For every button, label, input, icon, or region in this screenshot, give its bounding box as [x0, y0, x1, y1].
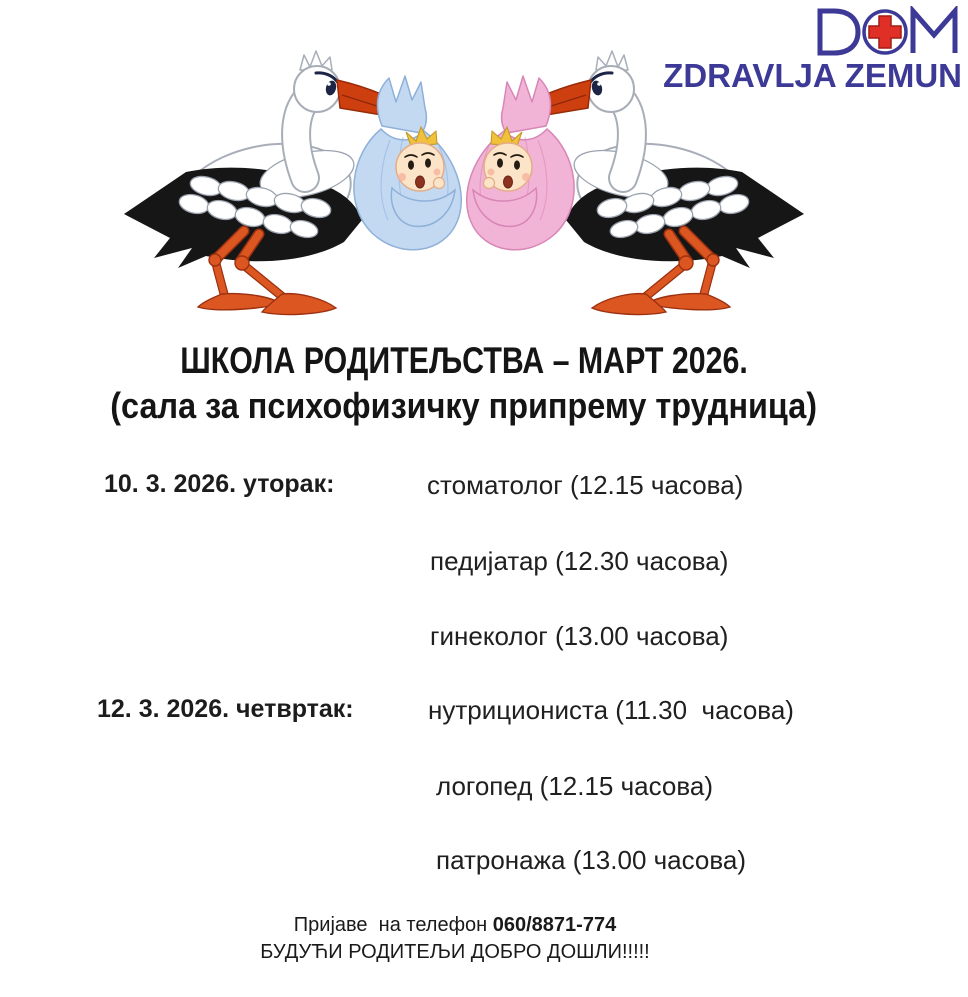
schedule-service: стоматолог (12.15 часова) — [427, 470, 744, 500]
schedule-row — [0, 621, 968, 655]
page-title: ШКОЛА РОДИТЕЉСТВА – МАРТ 2026. — [180, 340, 748, 381]
logo-wordmark: ZDRAVLJA ZEMUN — [663, 57, 962, 94]
schedule-row — [0, 470, 968, 504]
schedule-service: логопед (12.15 часова) — [436, 771, 713, 801]
schedule-service: гинеколог (13.00 часова) — [430, 621, 729, 651]
welcome-line: БУДУЋИ РОДИТЕЉИ ДОБРО ДОШЛИ!!!!! — [260, 941, 650, 963]
schedule-row — [0, 771, 968, 805]
page-subtitle: (сала за психофизичку припрему трудница) — [110, 385, 818, 426]
signup-line — [0, 912, 910, 939]
footer — [0, 912, 910, 966]
schedule-service: педијатар (12.30 часова) — [430, 546, 729, 576]
schedule-row — [0, 546, 968, 580]
schedule-date: 12. 3. 2026. четвртак: — [97, 695, 354, 723]
schedule-service: нутрициониста (11.30 часова) — [428, 695, 794, 725]
schedule-row — [0, 845, 968, 879]
schedule-service: патронажа (13.00 часова) — [436, 845, 747, 875]
schedule-row — [0, 695, 968, 729]
schedule-date: 10. 3. 2026. уторак: — [104, 470, 335, 498]
phone-number: 060/8871-774 — [492, 914, 617, 936]
signup-prefix: Пријаве на телефон — [293, 914, 493, 936]
